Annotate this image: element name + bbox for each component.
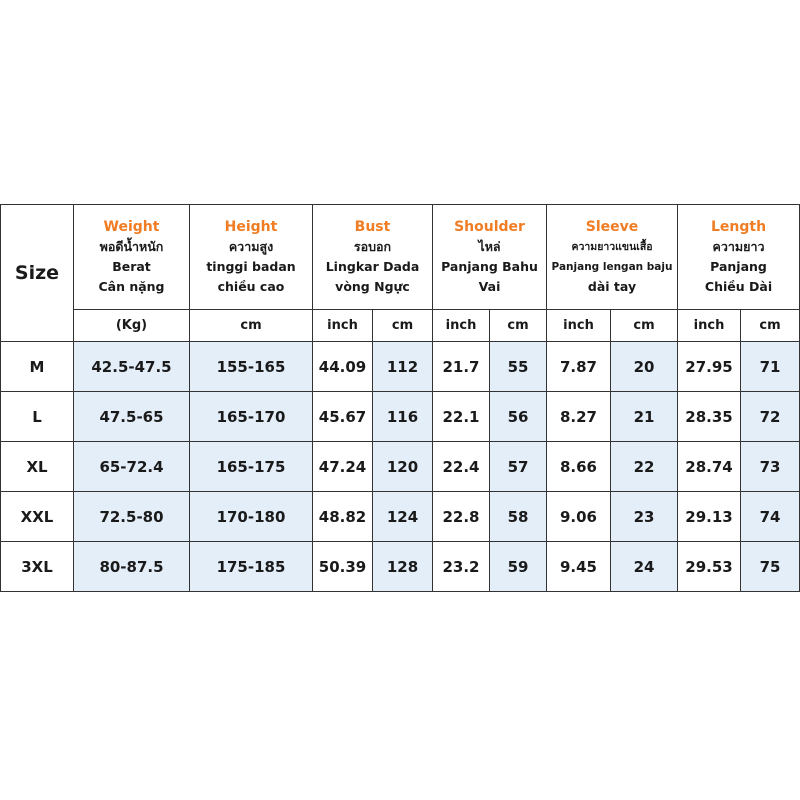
header-row [1, 205, 800, 310]
table-row [1, 342, 800, 392]
table-cell: 21 [611, 392, 678, 442]
column-title: Length [710, 218, 767, 235]
table-cell: 9.06 [547, 492, 611, 542]
table-cell: 29.53 [678, 542, 741, 592]
table-cell: 50.39 [313, 542, 373, 592]
column-header-shoulder [433, 205, 547, 310]
table-cell: 20 [611, 342, 678, 392]
table-cell: 22.1 [433, 392, 490, 442]
table-cell: 8.27 [547, 392, 611, 442]
column-subtitle: รอบอก [353, 238, 392, 254]
table-cell: 59 [490, 542, 547, 592]
column-title: Bust [354, 218, 391, 235]
column-header-weight [74, 205, 190, 310]
size-header: Size [1, 205, 74, 342]
column-subtitle: ความยาวแขนเสื้อ [571, 240, 653, 253]
table-cell: 22.8 [433, 492, 490, 542]
unit-cell: inch [433, 310, 490, 342]
size-cell: XXL [1, 492, 74, 542]
table-cell: 175-185 [190, 542, 313, 592]
table-cell: 42.5-47.5 [74, 342, 190, 392]
table-cell: 28.74 [678, 442, 741, 492]
table-cell: 47.24 [313, 442, 373, 492]
table-cell: 74 [741, 492, 800, 542]
unit-row [1, 310, 800, 342]
table-cell: 80-87.5 [74, 542, 190, 592]
column-subtitle: dài tay [587, 278, 637, 294]
column-title: Sleeve [585, 218, 639, 235]
unit-cell: (Kg) [74, 310, 190, 342]
table-cell: 116 [373, 392, 433, 442]
column-subtitle: tinggi badan [206, 258, 296, 274]
table-cell: 55 [490, 342, 547, 392]
column-subtitle: Chiều Dài [704, 278, 773, 294]
table-cell: 22 [611, 442, 678, 492]
size-chart-table [0, 204, 800, 592]
column-subtitle: Vai [478, 278, 501, 294]
column-subtitle: vòng Ngực [335, 278, 410, 294]
table-cell: 75 [741, 542, 800, 592]
table-row [1, 542, 800, 592]
column-subtitle: พอดีน้ำหนัก [99, 238, 164, 254]
size-cell: XL [1, 442, 74, 492]
table-cell: 24 [611, 542, 678, 592]
unit-cell: inch [313, 310, 373, 342]
column-title: Weight [103, 218, 160, 235]
column-header-height [190, 205, 313, 310]
column-subtitle: ความยาว [712, 238, 765, 254]
table-cell: 128 [373, 542, 433, 592]
table-cell: 112 [373, 342, 433, 392]
table-cell: 44.09 [313, 342, 373, 392]
size-cell: L [1, 392, 74, 442]
table-cell: 165-170 [190, 392, 313, 442]
table-row [1, 392, 800, 442]
unit-cell: inch [678, 310, 741, 342]
table-cell: 23.2 [433, 542, 490, 592]
column-subtitle: Panjang Bahu [441, 258, 538, 274]
table-cell: 165-175 [190, 442, 313, 492]
table-cell: 72 [741, 392, 800, 442]
table-cell: 27.95 [678, 342, 741, 392]
column-subtitle: ความสูง [228, 238, 274, 254]
column-subtitle: Lingkar Dada [325, 258, 420, 274]
column-title: Shoulder [454, 218, 525, 235]
column-header-bust [313, 205, 433, 310]
table-cell: 45.67 [313, 392, 373, 442]
column-subtitle: Panjang lengan baju [551, 260, 673, 273]
table-cell: 56 [490, 392, 547, 442]
table-cell: 22.4 [433, 442, 490, 492]
table-cell: 58 [490, 492, 547, 542]
table-cell: 71 [741, 342, 800, 392]
table-cell: 28.35 [678, 392, 741, 442]
unit-cell: cm [741, 310, 800, 342]
column-header-length [678, 205, 800, 310]
table-cell: 155-165 [190, 342, 313, 392]
unit-cell: cm [373, 310, 433, 342]
table-cell: 9.45 [547, 542, 611, 592]
table-row [1, 442, 800, 492]
table-cell: 57 [490, 442, 547, 492]
table-cell: 170-180 [190, 492, 313, 542]
table-row [1, 492, 800, 542]
column-title: Height [224, 218, 278, 235]
column-subtitle: Panjang [710, 258, 767, 274]
size-cell: M [1, 342, 74, 392]
column-subtitle: ไหล่ [478, 238, 501, 254]
unit-cell: cm [190, 310, 313, 342]
table-cell: 8.66 [547, 442, 611, 492]
table-cell: 73 [741, 442, 800, 492]
table-cell: 29.13 [678, 492, 741, 542]
unit-cell: cm [611, 310, 678, 342]
table-cell: 48.82 [313, 492, 373, 542]
table-cell: 120 [373, 442, 433, 492]
table-cell: 47.5-65 [74, 392, 190, 442]
column-header-sleeve [547, 205, 678, 310]
table-cell: 124 [373, 492, 433, 542]
column-subtitle: chiều cao [217, 278, 285, 294]
unit-cell: cm [490, 310, 547, 342]
table-cell: 7.87 [547, 342, 611, 392]
size-cell: 3XL [1, 542, 74, 592]
unit-cell: inch [547, 310, 611, 342]
table-cell: 23 [611, 492, 678, 542]
column-subtitle: Cân nặng [98, 278, 165, 294]
table-cell: 65-72.4 [74, 442, 190, 492]
column-subtitle: Berat [112, 258, 151, 274]
table-cell: 21.7 [433, 342, 490, 392]
table-cell: 72.5-80 [74, 492, 190, 542]
